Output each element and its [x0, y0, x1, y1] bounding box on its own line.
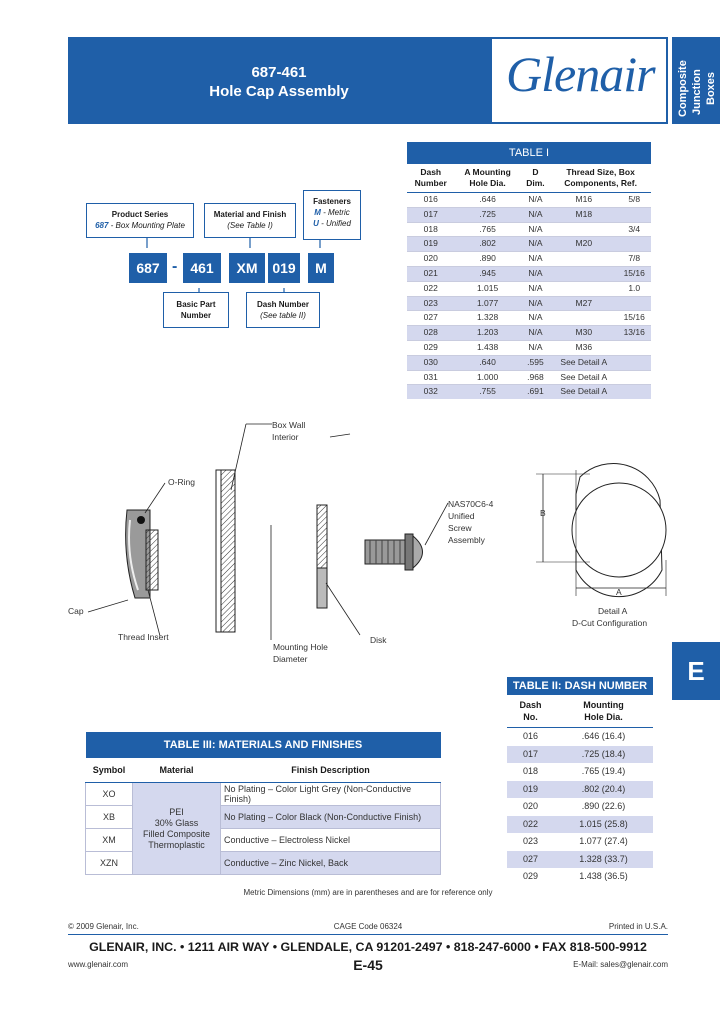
table-cell: .595 [521, 355, 550, 370]
o-ring-shape [137, 516, 145, 524]
part-number-title: 687-461 [251, 64, 307, 81]
table-row [507, 781, 653, 799]
material-finish-heading: Material and Finish [213, 210, 287, 219]
table-cell: M16 [550, 193, 617, 208]
pn-segment-dash: 019 [268, 253, 300, 283]
label-d-cut: D-Cut Configuration [572, 618, 648, 628]
footer-cage: CAGE Code 06324 [333, 922, 403, 931]
table-cell: 5/8 [617, 193, 651, 208]
table-cell: 1.077 (27.4) [579, 836, 628, 846]
table-cell: N/A [521, 340, 550, 355]
table-cell: N/A [521, 281, 550, 296]
fastener-m-code: M [314, 208, 321, 217]
table-cell: .725 [454, 207, 520, 222]
t3-finish: No Plating – Color Black (Non-Conductive Finish) [221, 806, 441, 829]
table-cell: N/A [521, 266, 550, 281]
side-tab-line-1: Composite [677, 60, 689, 117]
table-cell: .640 [454, 355, 520, 370]
table-iii-header [86, 758, 441, 783]
basic-part-line-2: Number [180, 311, 212, 320]
table-cell: .755 [454, 385, 520, 399]
table-cell: 1.077 [454, 296, 520, 311]
table-cell: 016 [522, 731, 539, 741]
label-screw-1: NAS70C6-4 [448, 499, 494, 509]
table-cell: 016 [407, 193, 454, 208]
table-cell: 1.328 [454, 311, 520, 326]
table-cell: N/A [521, 237, 550, 252]
table-cell: .691 [521, 385, 550, 399]
table-cell: .968 [521, 370, 550, 385]
table-cell: 028 [407, 326, 454, 341]
t2-h-dash-1: Dash [519, 700, 542, 710]
t1-h-a-2: Hole Dia. [469, 178, 506, 188]
table-cell: 022 [407, 281, 454, 296]
table-row [507, 728, 653, 746]
t3-h-symbol: Symbol [86, 758, 133, 783]
table-cell: 13/16 [617, 326, 651, 341]
pn-segment-finish: XM [229, 253, 265, 283]
footer-copyright: © 2009 Glenair, Inc. [68, 922, 139, 931]
dash-number-note: (See table II) [260, 311, 306, 320]
table-cell: N/A [521, 296, 550, 311]
label-box-wall: Box Wall [272, 420, 306, 430]
label-dim-a: A [616, 587, 622, 597]
side-tab-line-3: Boxes [705, 71, 717, 105]
table-cell: .725 (18.4) [554, 746, 653, 764]
table-cell: 018 [407, 222, 454, 237]
table-cell: .646 (16.4) [581, 731, 626, 741]
table-cell: 027 [507, 851, 554, 869]
page-title: Hole Cap Assembly [209, 83, 349, 100]
footer-email[interactable]: E-Mail: sales@glenair.com [573, 960, 668, 969]
table-cell: 032 [407, 385, 454, 399]
table-cell: 020 [407, 252, 454, 267]
table-cell: .890 [454, 252, 520, 267]
label-cap: Cap [68, 606, 84, 616]
table-cell: 020 [522, 801, 539, 811]
fasteners-heading: Fasteners [313, 197, 351, 206]
product-series-code: 687 [95, 221, 109, 230]
table-cell: See Detail A [550, 385, 617, 399]
t3-symbol: XZN [86, 852, 133, 875]
table-cell: See Detail A [550, 370, 617, 385]
table-row [507, 851, 653, 869]
table-cell: 030 [407, 355, 454, 370]
t3-finish: No Plating – Color Light Grey (Non-Conductive Finish) [221, 783, 441, 806]
t1-h-thread-2: Components, Ref. [564, 178, 637, 188]
t1-h-thread-1: Thread Size, Box [566, 167, 635, 177]
t3-material [133, 783, 221, 875]
fastener-u-code: U [313, 219, 319, 228]
table-cell: N/A [521, 207, 550, 222]
table-row [86, 783, 441, 806]
table-cell: 018 [522, 766, 539, 776]
table-cell: M20 [550, 237, 617, 252]
table-row [507, 833, 653, 851]
label-interior: Interior [272, 432, 299, 442]
disk-shape [317, 505, 327, 608]
t3-material-1: PEI [169, 806, 184, 817]
table-cell: 15/16 [617, 311, 651, 326]
t1-h-dash-1: Dash [420, 167, 442, 177]
table-cell: 1.438 (36.5) [579, 871, 628, 881]
t3-symbol: XB [86, 806, 133, 829]
table-cell: N/A [521, 326, 550, 341]
basic-part-line-1: Basic Part [176, 300, 216, 309]
t1-h-d-2: Dim. [526, 178, 545, 188]
footer-page-number: E-45 [353, 957, 383, 973]
table-cell: 017 [507, 746, 554, 764]
side-tab-line-2: Junction [691, 69, 703, 115]
t3-finish: Conductive – Electroless Nickel [221, 829, 441, 852]
label-screw-4: Assembly [448, 535, 485, 545]
screw-shape [365, 534, 423, 570]
table-cell: 1.328 (33.7) [554, 851, 653, 869]
table-cell: 023 [407, 296, 454, 311]
table-cell: 027 [407, 311, 454, 326]
table-cell: .890 (22.6) [581, 801, 626, 811]
table-row [507, 746, 653, 764]
table-cell: N/A [521, 222, 550, 237]
table-cell: 3/4 [617, 222, 651, 237]
table-cell: .765 [454, 222, 520, 237]
t3-finish: Conductive – Zinc Nickel, Back [221, 852, 441, 875]
table-cell: .646 [454, 193, 520, 208]
label-dim-b: B [540, 508, 546, 518]
table-row [507, 763, 653, 781]
table-cell: 1.438 [454, 340, 520, 355]
table-cell: 15/16 [617, 266, 651, 281]
table-cell: 019 [507, 781, 554, 799]
t2-h-hole-1: Mounting [583, 700, 624, 710]
label-thread-insert: Thread Insert [118, 632, 169, 642]
box-wall-shape [216, 470, 235, 632]
label-diameter: Diameter [273, 654, 308, 664]
table-cell: N/A [521, 252, 550, 267]
table-ii-header [507, 695, 653, 728]
table-cell: M18 [550, 207, 617, 222]
footer-company-line: GLENAIR, INC. • 1211 AIR WAY • GLENDALE, CA 91201-2497 • 818-247-6000 • FAX 818-500-9912 [89, 940, 647, 954]
product-series-text: - Box Mounting Plate [110, 221, 185, 230]
table-cell: .765 (19.4) [581, 766, 626, 776]
t3-material-2: 30% Glass [154, 817, 199, 828]
label-mounting-hole: Mounting Hole [273, 642, 328, 652]
t1-h-a-1: A Mounting [464, 167, 511, 177]
cap-shape [126, 510, 158, 598]
material-finish-note: (See Table I) [227, 221, 273, 230]
t3-symbol: XM [86, 829, 133, 852]
table-cell: 022 [507, 816, 554, 834]
pn-separator: - [172, 258, 178, 275]
table-ii [507, 677, 653, 886]
t3-h-finish: Finish Description [221, 758, 441, 783]
table-iii-caption: TABLE III: MATERIALS AND FINISHES [86, 732, 441, 758]
table-cell: 1.000 [454, 370, 520, 385]
table-cell: 1.0 [617, 281, 651, 296]
detail-a-drawing [536, 463, 666, 596]
table-cell: 023 [522, 836, 539, 846]
pn-segment-basic: 461 [183, 253, 221, 283]
t3-symbol: XO [86, 783, 133, 806]
table-row [507, 816, 653, 834]
table-cell: .802 [454, 237, 520, 252]
label-disk: Disk [370, 635, 387, 645]
table-cell: 1.015 [454, 281, 520, 296]
table-cell: 021 [407, 266, 454, 281]
table-cell: 7/8 [617, 252, 651, 267]
pn-segment-series: 687 [129, 253, 167, 283]
table-iii [85, 732, 441, 875]
table-cell: .945 [454, 266, 520, 281]
table-cell: 019 [407, 237, 454, 252]
label-screw-3: Screw [448, 523, 472, 533]
table-cell: N/A [521, 193, 550, 208]
t1-h-dash-2: Number [414, 178, 447, 188]
table-row [507, 868, 653, 886]
label-detail-a: Detail A [598, 606, 628, 616]
dash-number-heading: Dash Number [256, 300, 309, 309]
t1-h-d-1: D [532, 167, 539, 177]
table-cell: 029 [522, 871, 539, 881]
product-series-heading: Product Series [111, 210, 169, 219]
table-cell: 017 [407, 207, 454, 222]
t3-material-4: Thermoplastic [148, 839, 205, 850]
table-i-caption: TABLE I [407, 142, 651, 164]
section-e-tab: E [672, 642, 720, 700]
fastener-m-text: - Metric [323, 208, 350, 217]
table-cell: 1.015 (25.8) [554, 816, 653, 834]
t3-material-3: Filled Composite [142, 828, 211, 839]
table-cell: M27 [550, 296, 617, 311]
table-cell: 031 [407, 370, 454, 385]
t2-h-hole-2: Hole Dia. [584, 712, 623, 722]
label-screw-2: Unified [448, 511, 475, 521]
table-cell: M30 [550, 326, 617, 341]
t2-h-dash-2: No. [523, 712, 538, 722]
table-ii-caption: TABLE II: DASH NUMBER [507, 677, 653, 695]
table-cell: N/A [521, 311, 550, 326]
metric-note: Metric Dimensions (mm) are in parentheses and are for reference only [243, 888, 493, 897]
footer-divider [68, 934, 668, 935]
table-cell: 029 [407, 340, 454, 355]
table-cell: M36 [550, 340, 617, 355]
table-cell: .802 (20.4) [554, 781, 653, 799]
t3-h-material: Material [133, 758, 221, 783]
table-cell: See Detail A [550, 355, 617, 370]
footer-website[interactable]: www.glenair.com [68, 960, 129, 969]
fastener-u-text: - Unified [321, 219, 351, 228]
label-o-ring: O-Ring [168, 477, 195, 487]
logo-text: Glenair [506, 46, 655, 102]
table-row [507, 798, 653, 816]
footer-printed: Printed in U.S.A. [608, 922, 668, 931]
table-cell: 1.203 [454, 326, 520, 341]
pn-segment-fastener: M [308, 253, 334, 283]
